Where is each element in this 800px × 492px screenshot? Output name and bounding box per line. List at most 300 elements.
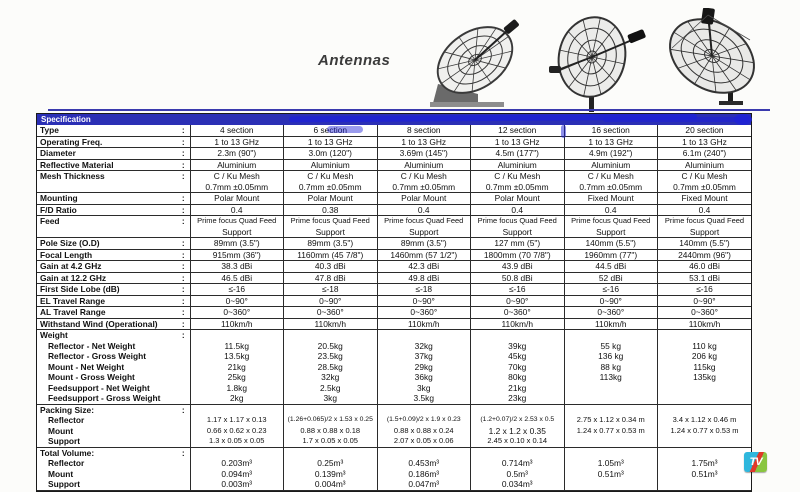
value-cell: 20.5kg xyxy=(284,341,378,352)
value-cell: 12 section xyxy=(471,125,565,136)
table-row xyxy=(37,479,751,490)
value-cell: 0.139m³ xyxy=(284,469,378,480)
value-cell: 0.25m³ xyxy=(284,458,378,469)
value-cell: 0.004m³ xyxy=(284,479,378,490)
value-cell xyxy=(190,404,284,415)
value-cell xyxy=(564,447,658,458)
colon-cell: : xyxy=(177,148,190,160)
value-cell: 3.69m (145") xyxy=(377,148,471,160)
value-cell: 0~360° xyxy=(564,307,658,319)
value-cell: 37kg xyxy=(377,351,471,362)
row-label: Mounting xyxy=(37,193,177,205)
table-row xyxy=(37,227,751,238)
value-cell: 6.1m (240") xyxy=(658,148,752,160)
value-cell: Prime focus Quad Feed xyxy=(658,216,752,227)
table-row xyxy=(37,447,751,458)
value-cell: 43.9 dBi xyxy=(471,261,565,273)
value-cell: 110 kg xyxy=(658,341,752,352)
value-cell: 1.24 x 0.77 x 0.53 m xyxy=(658,426,752,437)
specification-table xyxy=(36,113,752,492)
value-cell: 46.5 dBi xyxy=(190,272,284,284)
colon-cell: : xyxy=(177,295,190,307)
spec-table-body xyxy=(37,125,751,490)
colon-cell xyxy=(177,372,190,383)
row-label: EL Travel Range xyxy=(37,295,177,307)
value-cell: Support xyxy=(284,227,378,238)
value-cell xyxy=(377,330,471,341)
value-cell: 2.07 x 0.05 x 0.06 xyxy=(377,436,471,447)
value-cell: 1.8kg xyxy=(190,383,284,394)
table-row xyxy=(37,372,751,383)
value-cell: 0~360° xyxy=(471,307,565,319)
row-label: Feedsupport - Net Weight xyxy=(48,382,150,393)
value-cell: 0~360° xyxy=(190,307,284,319)
value-cell: 28.5kg xyxy=(284,362,378,373)
value-cell: Fixed Mount xyxy=(658,193,752,205)
value-cell: Polar Mount xyxy=(284,193,378,205)
colon-cell: : xyxy=(177,307,190,319)
specification-header-label: Specification xyxy=(41,115,91,124)
row-label: Type xyxy=(37,125,177,136)
value-cell: Prime focus Quad Feed xyxy=(564,216,658,227)
value-cell: 0.5m³ xyxy=(471,469,565,480)
value-cell: Prime focus Quad Feed xyxy=(471,216,565,227)
row-label: Support xyxy=(37,436,177,447)
table-row xyxy=(37,404,751,415)
value-cell: 45kg xyxy=(471,351,565,362)
value-cell: 0.7mm ±0.05mm xyxy=(658,182,752,193)
value-cell: Polar Mount xyxy=(471,193,565,205)
value-cell: Support xyxy=(564,227,658,238)
value-cell: 113kg xyxy=(564,372,658,383)
value-cell: 2.75 x 1.12 x 0.34 m xyxy=(564,415,658,426)
value-cell: 110km/h xyxy=(284,318,378,330)
value-cell: 4.9m (192") xyxy=(564,148,658,160)
table-row xyxy=(37,318,751,330)
value-cell: 25kg xyxy=(190,372,284,383)
colon-cell xyxy=(177,383,190,394)
row-label: Diameter xyxy=(37,148,177,160)
value-cell: 2kg xyxy=(190,393,284,404)
colon-cell xyxy=(177,182,190,193)
value-cell: 3kg xyxy=(284,393,378,404)
value-cell xyxy=(471,404,565,415)
value-cell xyxy=(284,330,378,341)
value-cell: 1160mm (45 7/8") xyxy=(284,249,378,261)
spec-table xyxy=(37,125,751,491)
table-row xyxy=(37,469,751,480)
row-label: Reflector - Net Weight xyxy=(48,340,136,351)
value-cell: 110km/h xyxy=(377,318,471,330)
value-cell: 0~90° xyxy=(564,295,658,307)
value-cell: 52 dBi xyxy=(564,272,658,284)
value-cell: 1 to 13 GHz xyxy=(190,136,284,148)
row-label: Support xyxy=(37,479,177,490)
value-cell: 0.003m³ xyxy=(190,479,284,490)
mesh-dish-front-view-icon xyxy=(540,12,656,112)
colon-cell xyxy=(177,393,190,404)
value-cell: 23.5kg xyxy=(284,351,378,362)
colon-cell xyxy=(177,426,190,437)
row-label: First Side Lobe (dB) xyxy=(37,284,177,296)
value-cell: 32kg xyxy=(284,372,378,383)
value-cell: 110km/h xyxy=(564,318,658,330)
table-row xyxy=(37,383,751,394)
value-cell xyxy=(658,383,752,394)
colon-cell: : xyxy=(177,284,190,296)
row-label xyxy=(37,227,177,238)
value-cell: 0~90° xyxy=(658,295,752,307)
value-cell: 36kg xyxy=(377,372,471,383)
value-cell: 1.17 x 1.17 x 0.13 xyxy=(190,415,284,426)
value-cell: 0.66 x 0.62 x 0.23 xyxy=(190,426,284,437)
table-row xyxy=(37,351,751,362)
value-cell: 1 to 13 GHz xyxy=(564,136,658,148)
value-cell: 1.7 x 0.05 x 0.05 xyxy=(284,436,378,447)
value-cell: Support xyxy=(190,227,284,238)
row-label: Pole Size (O.D) xyxy=(37,238,177,250)
value-cell: C / Ku Mesh xyxy=(658,171,752,182)
value-cell xyxy=(564,404,658,415)
value-cell: 0.7mm ±0.05mm xyxy=(377,182,471,193)
value-cell: 80kg xyxy=(471,372,565,383)
colon-cell xyxy=(177,415,190,426)
table-row xyxy=(37,341,751,352)
value-cell: 206 kg xyxy=(658,351,752,362)
colon-cell: : xyxy=(177,272,190,284)
row-label xyxy=(37,182,177,193)
colon-cell: : xyxy=(181,216,185,226)
colon-cell xyxy=(177,351,190,362)
value-cell: 3.4 x 1.12 x 0.46 m xyxy=(658,415,752,426)
colon-cell: : xyxy=(181,171,185,181)
value-cell xyxy=(658,393,752,404)
row-label: AL Travel Range xyxy=(37,307,177,319)
row-label: Mesh Thickness xyxy=(40,171,105,181)
value-cell: 0~90° xyxy=(471,295,565,307)
value-cell: 136 kg xyxy=(564,351,658,362)
value-cell xyxy=(377,447,471,458)
table-row xyxy=(37,125,751,136)
value-cell: 0.7mm ±0.05mm xyxy=(284,182,378,193)
value-cell: 2.5kg xyxy=(284,383,378,394)
table-row xyxy=(37,458,751,469)
table-row xyxy=(37,307,751,319)
value-cell: 38.3 dBi xyxy=(190,261,284,273)
colon-cell: : xyxy=(177,136,190,148)
value-cell: 40.3 dBi xyxy=(284,261,378,273)
value-cell: 11.5kg xyxy=(190,341,284,352)
value-cell: 0~90° xyxy=(190,295,284,307)
row-label: Mount xyxy=(48,425,74,436)
value-cell: C / Ku Mesh xyxy=(564,171,658,182)
value-cell xyxy=(658,447,752,458)
value-cell xyxy=(564,479,658,490)
value-cell xyxy=(658,479,752,490)
colon-cell: : xyxy=(177,318,190,330)
value-cell: 0~360° xyxy=(658,307,752,319)
value-cell: 21kg xyxy=(471,383,565,394)
value-cell: Aluminium xyxy=(471,159,565,171)
value-cell xyxy=(471,447,565,458)
table-row xyxy=(37,362,751,373)
value-cell: 0.88 x 0.88 x 0.24 xyxy=(377,426,471,437)
colon-cell: : xyxy=(181,330,185,340)
table-row xyxy=(37,272,751,284)
value-cell: ≤-18 xyxy=(284,284,378,296)
value-cell xyxy=(190,447,284,458)
value-cell: Support xyxy=(471,227,565,238)
table-row xyxy=(37,171,751,182)
value-cell: 1.75m³ xyxy=(658,458,752,469)
value-cell: (1.2+0.07)/2 x 2.53 x 0.5 xyxy=(471,415,565,426)
value-cell: 89mm (3.5") xyxy=(284,238,378,250)
colon-cell xyxy=(177,341,190,352)
row-label: Reflector xyxy=(48,415,85,425)
value-cell xyxy=(564,383,658,394)
value-cell: C / Ku Mesh xyxy=(190,171,284,182)
table-row xyxy=(37,193,751,205)
row-label: F/D Ratio xyxy=(37,204,177,216)
value-cell: 1 to 13 GHz xyxy=(377,136,471,148)
row-label: Gain at 12.2 GHz xyxy=(37,272,177,284)
row-label: Reflective Material xyxy=(37,159,177,171)
value-cell: 135kg xyxy=(658,372,752,383)
value-cell: 2.3m (90") xyxy=(190,148,284,160)
row-label: Mount - Net Weight xyxy=(48,361,125,372)
table-row xyxy=(37,393,751,404)
value-cell: 127 mm (5") xyxy=(471,238,565,250)
value-cell: Support xyxy=(377,227,471,238)
value-cell: 44.5 dBi xyxy=(564,261,658,273)
value-cell: 0.203m³ xyxy=(190,458,284,469)
row-label: Mount - Gross Weight xyxy=(48,372,135,382)
table-row xyxy=(37,415,751,426)
colon-cell: : xyxy=(181,404,185,415)
value-cell: Aluminium xyxy=(377,159,471,171)
value-cell: 50.8 dBi xyxy=(471,272,565,284)
value-cell: 0.453m³ xyxy=(377,458,471,469)
value-cell: 0.714m³ xyxy=(471,458,565,469)
value-cell: 0.7mm ±0.05mm xyxy=(190,182,284,193)
value-cell: Aluminium xyxy=(564,159,658,171)
table-row xyxy=(37,204,751,216)
value-cell: 140mm (5.5") xyxy=(658,238,752,250)
colon-cell: : xyxy=(177,125,190,136)
value-cell xyxy=(658,436,752,447)
value-cell: 8 section xyxy=(377,125,471,136)
value-cell: 0.094m³ xyxy=(190,469,284,480)
table-row xyxy=(37,261,751,273)
colon-cell xyxy=(177,458,190,469)
table-row xyxy=(37,136,751,148)
value-cell: Prime focus Quad Feed xyxy=(284,216,378,227)
colon-cell: : xyxy=(177,193,190,205)
colon-cell: : xyxy=(177,238,190,250)
colon-cell xyxy=(177,436,190,447)
value-cell: 1 to 13 GHz xyxy=(658,136,752,148)
value-cell: ≤-16 xyxy=(190,284,284,296)
value-cell: 115kg xyxy=(658,362,752,373)
value-cell: 1460mm (57 1/2") xyxy=(377,249,471,261)
table-row xyxy=(37,330,751,341)
table-row xyxy=(37,284,751,296)
value-cell: 23kg xyxy=(471,393,565,404)
value-cell xyxy=(658,404,752,415)
value-cell: Aluminium xyxy=(284,159,378,171)
value-cell: 1800mm (70 7/8") xyxy=(471,249,565,261)
value-cell: 3kg xyxy=(377,383,471,394)
value-cell xyxy=(190,330,284,341)
value-cell: (1.5+0.09)/2 x 1.9 x 0.23 xyxy=(377,415,471,426)
value-cell: Polar Mount xyxy=(377,193,471,205)
value-cell: 0.4 xyxy=(190,204,284,216)
row-label: Focal Length xyxy=(37,249,177,261)
value-cell: 13.5kg xyxy=(190,351,284,362)
colon-cell xyxy=(177,479,190,490)
row-label: Reflector xyxy=(48,458,85,468)
value-cell: 47.8 dBi xyxy=(284,272,378,284)
value-cell: Support xyxy=(658,227,752,238)
value-cell: Fixed Mount xyxy=(564,193,658,205)
value-cell: 0.186m³ xyxy=(377,469,471,480)
value-cell xyxy=(284,447,378,458)
value-cell: 1.24 x 0.77 x 0.53 m xyxy=(564,426,658,437)
tv-logo-text: TV xyxy=(749,456,762,468)
value-cell xyxy=(471,330,565,341)
value-cell: 2440mm (96") xyxy=(658,249,752,261)
table-row xyxy=(37,295,751,307)
table-row xyxy=(37,216,751,227)
mesh-dish-side-view-icon xyxy=(420,18,542,110)
value-cell: 0.88 x 0.88 x 0.18 xyxy=(284,426,378,437)
colon-cell xyxy=(177,227,190,238)
value-cell: 0.51m³ xyxy=(658,469,752,480)
row-label: Gain at 4.2 GHz xyxy=(37,261,177,273)
colon-cell: : xyxy=(177,159,190,171)
colon-cell: : xyxy=(177,204,190,216)
value-cell: 42.3 dBi xyxy=(377,261,471,273)
value-cell: 89mm (3.5") xyxy=(190,238,284,250)
value-cell: 0.4 xyxy=(377,204,471,216)
value-cell: C / Ku Mesh xyxy=(377,171,471,182)
specification-header-bar xyxy=(37,114,751,125)
value-cell: Polar Mount xyxy=(190,193,284,205)
value-cell: 915mm (36") xyxy=(190,249,284,261)
value-cell: C / Ku Mesh xyxy=(284,171,378,182)
value-cell: 140mm (5.5") xyxy=(564,238,658,250)
value-cell: 0.034m³ xyxy=(471,479,565,490)
value-cell: ≤-18 xyxy=(377,284,471,296)
value-cell: 46.0 dBi xyxy=(658,261,752,273)
value-cell: Aluminium xyxy=(658,159,752,171)
row-label: Reflector - Gross Weight xyxy=(48,351,147,361)
colon-cell xyxy=(177,362,190,373)
value-cell: 0.7mm ±0.05mm xyxy=(564,182,658,193)
value-cell: 32kg xyxy=(377,341,471,352)
value-cell: 110km/h xyxy=(658,318,752,330)
value-cell: 110km/h xyxy=(471,318,565,330)
colon-cell xyxy=(177,469,190,480)
value-cell xyxy=(564,393,658,404)
row-label: Feedsupport - Gross Weight xyxy=(37,393,177,404)
colon-cell: : xyxy=(177,261,190,273)
value-cell: 3.5kg xyxy=(377,393,471,404)
value-cell: 20 section xyxy=(658,125,752,136)
value-cell: Aluminium xyxy=(190,159,284,171)
value-cell: 0~90° xyxy=(284,295,378,307)
value-cell: 49.8 dBi xyxy=(377,272,471,284)
value-cell: 0.4 xyxy=(471,204,565,216)
value-cell: 39kg xyxy=(471,341,565,352)
tv-logo xyxy=(744,452,767,472)
value-cell xyxy=(564,330,658,341)
value-cell: 0.4 xyxy=(658,204,752,216)
value-cell: 88 kg xyxy=(564,362,658,373)
value-cell: 0~360° xyxy=(377,307,471,319)
value-cell: 0.7mm ±0.05mm xyxy=(471,182,565,193)
row-label: Mount xyxy=(48,468,74,479)
table-row xyxy=(37,238,751,250)
value-cell: 0.38 xyxy=(284,204,378,216)
value-cell xyxy=(284,404,378,415)
value-cell: 1.2 x 1.2 x 0.35 xyxy=(471,426,565,437)
value-cell xyxy=(658,330,752,341)
value-cell: ≤-16 xyxy=(564,284,658,296)
table-row xyxy=(37,159,751,171)
value-cell: 1.3 x 0.05 x 0.05 xyxy=(190,436,284,447)
mesh-dish-tilted-view-icon xyxy=(650,8,786,108)
value-cell: 110km/h xyxy=(190,318,284,330)
colon-cell: : xyxy=(177,249,190,261)
value-cell: 0~90° xyxy=(377,295,471,307)
value-cell: 3.0m (120") xyxy=(284,148,378,160)
value-cell: ≤-16 xyxy=(658,284,752,296)
value-cell: 2.45 x 0.10 x 0.14 xyxy=(471,436,565,447)
value-cell: 0.047m³ xyxy=(377,479,471,490)
value-cell xyxy=(377,404,471,415)
value-cell: 29kg xyxy=(377,362,471,373)
row-label: Weight xyxy=(40,330,68,340)
value-cell: 0.4 xyxy=(564,204,658,216)
value-cell: 0~360° xyxy=(284,307,378,319)
colon-cell: : xyxy=(181,447,185,458)
value-cell: (1.26+0.065)/2 x 1.53 x 0.25 xyxy=(284,415,378,426)
row-label: Packing Size: xyxy=(40,404,94,415)
value-cell: 70kg xyxy=(471,362,565,373)
value-cell: 53.1 dBi xyxy=(658,272,752,284)
value-cell: 89mm (3.5") xyxy=(377,238,471,250)
blue-divider-rule xyxy=(48,109,770,111)
table-row xyxy=(37,182,751,193)
value-cell: 4 section xyxy=(190,125,284,136)
row-label: Total Volume: xyxy=(40,447,95,458)
value-cell: 0.51m³ xyxy=(564,469,658,480)
value-cell: 1.05m³ xyxy=(564,458,658,469)
page-title: Antennas xyxy=(318,52,391,69)
table-row xyxy=(37,426,751,437)
value-cell: 1 to 13 GHz xyxy=(471,136,565,148)
value-cell: 6 section xyxy=(284,125,378,136)
value-cell: 16 section xyxy=(564,125,658,136)
value-cell: 1 to 13 GHz xyxy=(284,136,378,148)
value-cell: 21kg xyxy=(190,362,284,373)
table-row xyxy=(37,249,751,261)
row-label: Feed xyxy=(40,216,60,226)
value-cell: ≤-16 xyxy=(471,284,565,296)
value-cell: Prime focus Quad Feed xyxy=(190,216,284,227)
value-cell xyxy=(564,436,658,447)
